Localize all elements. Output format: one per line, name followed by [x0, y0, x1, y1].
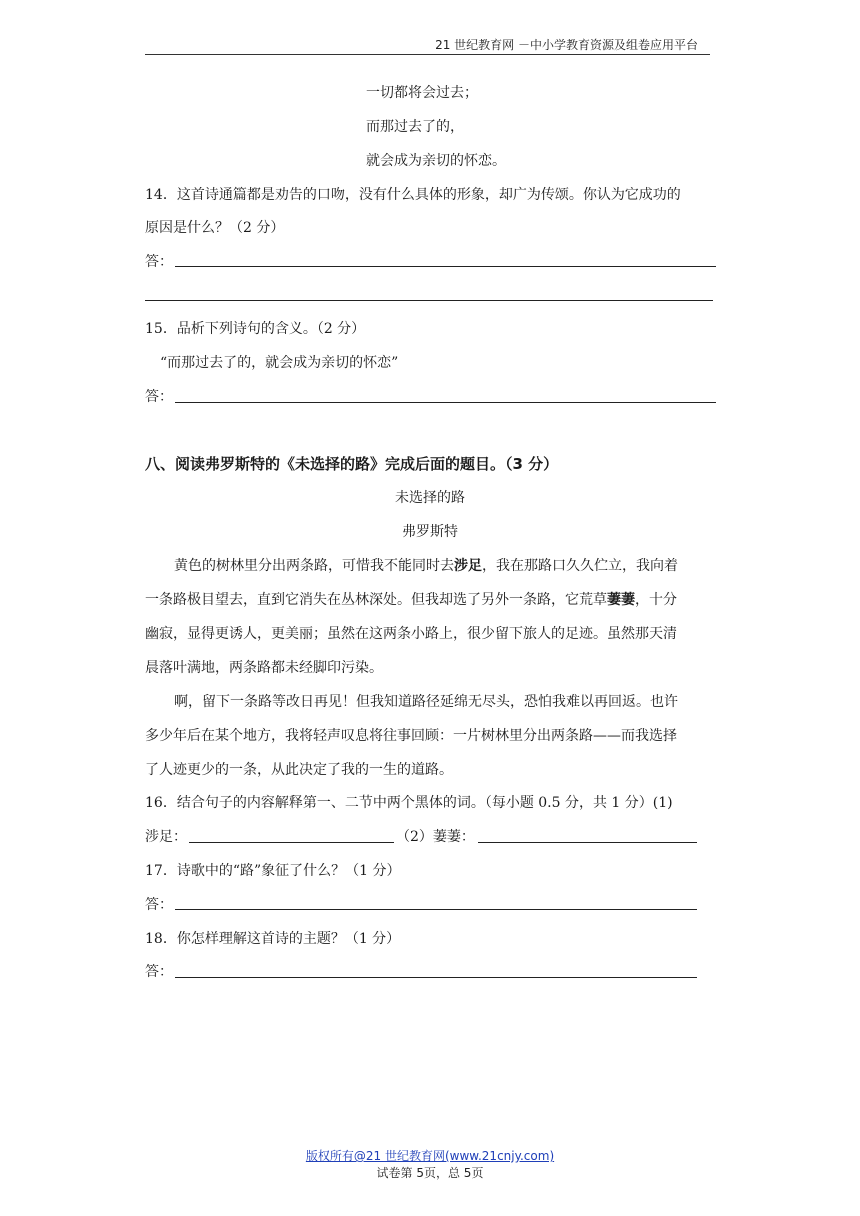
q18-text: 18．你怎样理解这首诗的主题？（1 分） [145, 931, 401, 947]
poem-author: 弗罗斯特 [402, 524, 458, 540]
poem-line: 而那过去了的， [366, 119, 464, 135]
q15-answer-label: 答： [145, 389, 173, 405]
poem-line: 一切都将会过去； [366, 85, 478, 101]
q15-answer-line[interactable] [175, 402, 716, 403]
q14-text: 14．这首诗通篇都是劝告的口吻，没有什么具体的形象，却广为传颂。你认为它成功的 [145, 187, 681, 203]
header-text: 21 世纪教育网 －中小学教育资源及组卷应用平台 [435, 38, 698, 52]
q16-answer-line-b[interactable] [478, 842, 697, 843]
q16-label-a: 涉足： [145, 829, 187, 845]
q14-answer-label: 答： [145, 254, 173, 270]
q18-answer-line[interactable] [175, 977, 697, 978]
poem-paragraph-1: 黄色的树林里分出两条路，可惜我不能同时去涉足，我在那路口久久伫立，我向着 [174, 558, 678, 574]
poem-paragraph-2: 了人迹更少的一条，从此决定了我的一生的道路。 [145, 762, 453, 778]
section-heading: 八、阅读弗罗斯特的《未选择的路》完成后面的题目。（3 分） [145, 455, 559, 473]
q18-answer-label: 答： [145, 964, 173, 980]
bold-word-shezu: 涉足 [454, 558, 482, 574]
q15-text: 15．品析下列诗句的含义。（2 分） [145, 321, 366, 337]
q16-text: 16．结合句子的内容解释第一、二节中两个黑体的词。（每小题 0.5 分，共 1 分）(1) [145, 795, 673, 811]
poem-title: 未选择的路 [395, 490, 465, 506]
q15-quote: “而那过去了的，就会成为亲切的怀恋” [160, 355, 399, 371]
q14-text-cont: 原因是什么？（2 分） [145, 220, 285, 236]
q17-text: 17．诗歌中的“路”象征了什么？（1 分） [145, 863, 401, 879]
q17-answer-line[interactable] [175, 909, 697, 910]
q17-answer-label: 答： [145, 897, 173, 913]
poem-paragraph-2: 啊，留下一条路等改日再见！但我知道路径延绵无尽头，恐怕我难以再回返。也许 [174, 694, 678, 710]
q16-label-b: （2）萋萋： [396, 829, 475, 845]
poem-paragraph-1: 一条路极目望去，直到它消失在丛林深处。但我却选了另外一条路，它荒草萋萋，十分 [145, 592, 677, 608]
poem-paragraph-1: 幽寂，显得更诱人，更美丽；虽然在这两条小路上，很少留下旅人的足迹。虽然那天清 [145, 626, 677, 642]
q16-answer-line-a[interactable] [189, 842, 394, 843]
poem-line: 就会成为亲切的怀恋。 [366, 153, 506, 169]
q14-answer-line-2[interactable] [145, 300, 713, 301]
q14-answer-line[interactable] [175, 266, 716, 267]
page-header [145, 36, 710, 55]
bold-word-qiqi: 萋萋 [607, 592, 635, 608]
poem-paragraph-1: 晨落叶满地，两条路都未经脚印污染。 [145, 660, 383, 676]
copyright-link[interactable]: 版权所有@21 世纪教育网(www.21cnjy.com) [305, 1149, 555, 1163]
poem-paragraph-2: 多少年后在某个地方，我将轻声叹息将往事回顾：一片树林里分出两条路——而我选择 [145, 728, 677, 744]
page-number: 试卷第 5页，总 5页 [376, 1166, 484, 1180]
